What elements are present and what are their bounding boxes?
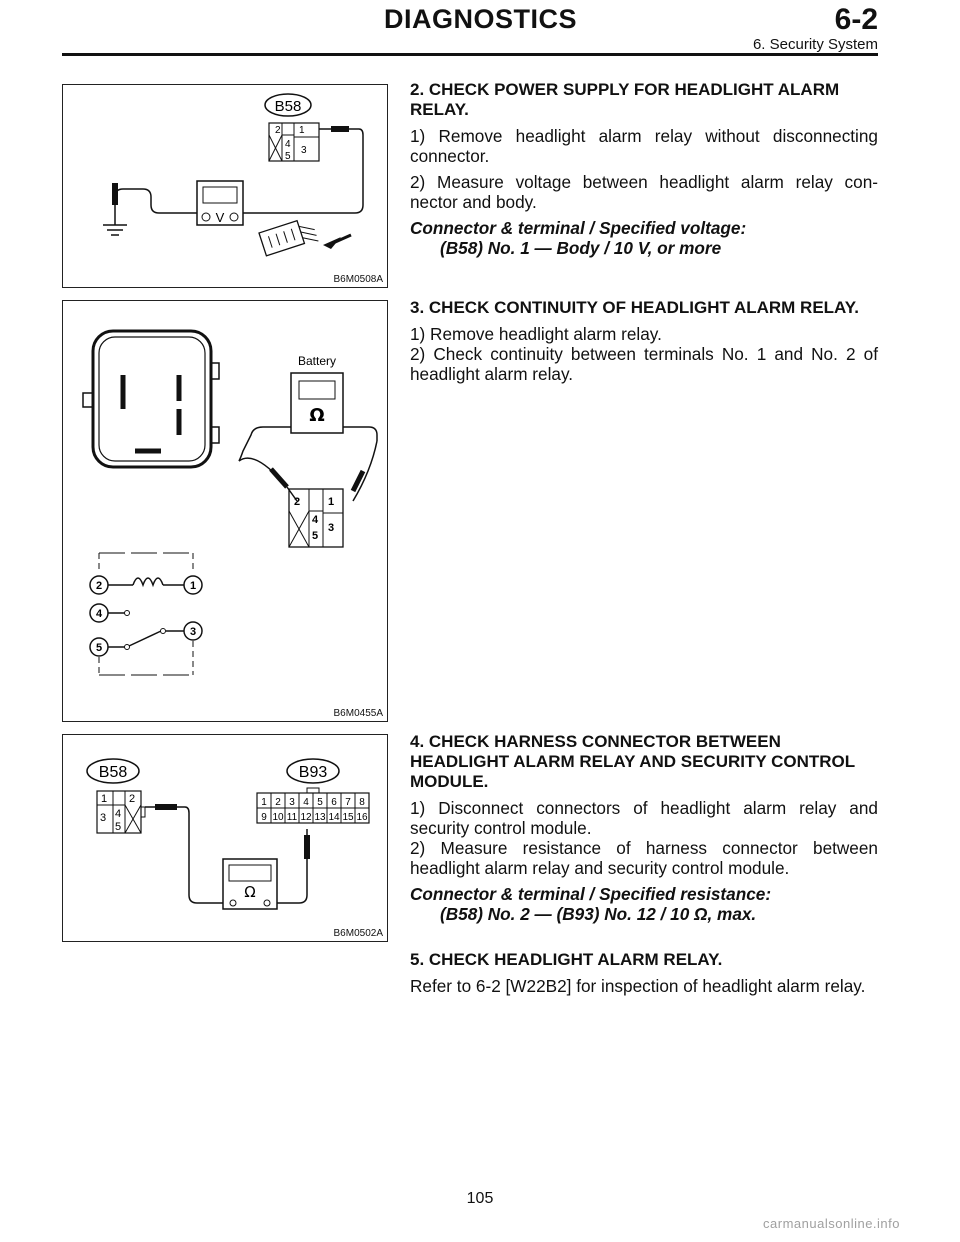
spec-value: (B58) No. 2 — (B93) No. 12 / 10 Ω, max. [440,904,757,924]
battery-label: Battery [297,354,337,368]
connector-label-b93: B93 [298,764,328,781]
ohm-symbol: Ω [244,883,256,901]
svg-text:2: 2 [275,797,281,808]
ohm-symbol: Ω [309,405,325,426]
svg-text:8: 8 [359,797,365,808]
svg-text:1: 1 [101,793,108,805]
svg-text:3: 3 [189,626,197,638]
diagram-harness-check [63,735,389,943]
svg-text:14: 14 [328,812,340,823]
diagram-continuity-check [63,301,389,723]
connector-label-b58: B58 [274,98,302,115]
step-text: 2) Measure voltage between headlight alarm relay con- nector and body. [410,172,878,212]
svg-text:11: 11 [286,812,298,823]
svg-text:4: 4 [312,514,319,526]
svg-text:1: 1 [328,496,335,508]
page-number: 105 [466,1190,494,1207]
diagram-voltage-check [63,85,389,289]
svg-text:1: 1 [261,797,267,808]
watermark: carmanualsonline.info [763,1216,900,1231]
figure-id: B6M0455A [333,708,383,719]
svg-text:5: 5 [95,642,103,654]
step-text: 1) Remove headlight alarm relay without disconnecting connector. [410,126,878,166]
step-text: 2) Measure resistance of harness connector between headlight alarm relay and security control module. [410,838,878,878]
section-5 [410,950,878,1002]
step-text: 2) Check continuity between terminals No. 1 and No. 2 of headlight alarm relay. [410,344,878,384]
svg-text:7: 7 [345,797,351,808]
svg-text:6: 6 [331,797,337,808]
svg-text:V: V [215,210,225,225]
svg-text:3: 3 [100,812,107,824]
header-rule [62,53,878,56]
figure-id: B6M0508A [333,274,383,285]
svg-text:2: 2 [129,793,136,805]
svg-text:2: 2 [294,496,301,508]
svg-text:5: 5 [115,821,122,833]
step-text: 1) Remove headlight alarm relay. [410,324,662,344]
svg-text:13: 13 [314,812,326,823]
svg-text:2: 2 [95,580,103,592]
svg-text:3: 3 [328,522,335,534]
svg-text:4: 4 [285,139,291,150]
figure-id: B6M0502A [333,928,383,939]
svg-text:4: 4 [115,808,122,820]
svg-text:3: 3 [289,797,295,808]
figure-harness-check [62,734,388,942]
svg-text:12: 12 [300,812,312,823]
svg-text:2: 2 [275,125,281,136]
step-text: Refer to 6-2 [W22B2] for inspection of headlight alarm relay. [410,976,866,996]
svg-text:1: 1 [299,125,305,136]
section-3 [410,298,878,390]
svg-text:4: 4 [95,608,103,620]
spec-value: (B58) No. 1 — Body / 10 V, or more [440,238,722,258]
svg-text:15: 15 [342,812,354,823]
svg-text:5: 5 [317,797,323,808]
spec-label: Connector & terminal / Specified resistance: [410,884,772,904]
figure-voltage-check [62,84,388,288]
svg-text:4: 4 [303,797,309,808]
section-heading: 3. CHECK CONTINUITY OF HEADLIGHT ALARM RELAY. [410,298,859,317]
svg-text:1: 1 [189,580,197,592]
section-heading: 4. CHECK HARNESS CONNECTOR BETWEEN HEADLIGHT ALARM RELAY AND SECURITY CONTROL MODULE. [410,732,855,791]
svg-text:5: 5 [285,151,291,162]
page-header-title: DIAGNOSTICS [384,4,578,34]
step-text: 1) Disconnect connectors of headlight alarm relay and security control module. [410,798,878,838]
section-4 [410,732,878,924]
svg-text:3: 3 [301,145,307,156]
section-heading: 5. CHECK HEADLIGHT ALARM RELAY. [410,950,723,969]
svg-text:9: 9 [261,812,267,823]
connector-label-b58: B58 [98,764,128,781]
section-number: 6-2 [834,3,878,36]
section-subtitle: 6. Security System [752,36,878,53]
svg-text:10: 10 [272,812,284,823]
section-heading: 2. CHECK POWER SUPPLY FOR HEADLIGHT ALARM RELAY. [410,80,840,119]
figure-continuity-check [62,300,388,722]
svg-text:5: 5 [312,530,319,542]
spec-label: Connector & terminal / Specified voltage: [410,218,747,238]
section-2 [410,80,878,258]
svg-text:16: 16 [356,812,368,823]
